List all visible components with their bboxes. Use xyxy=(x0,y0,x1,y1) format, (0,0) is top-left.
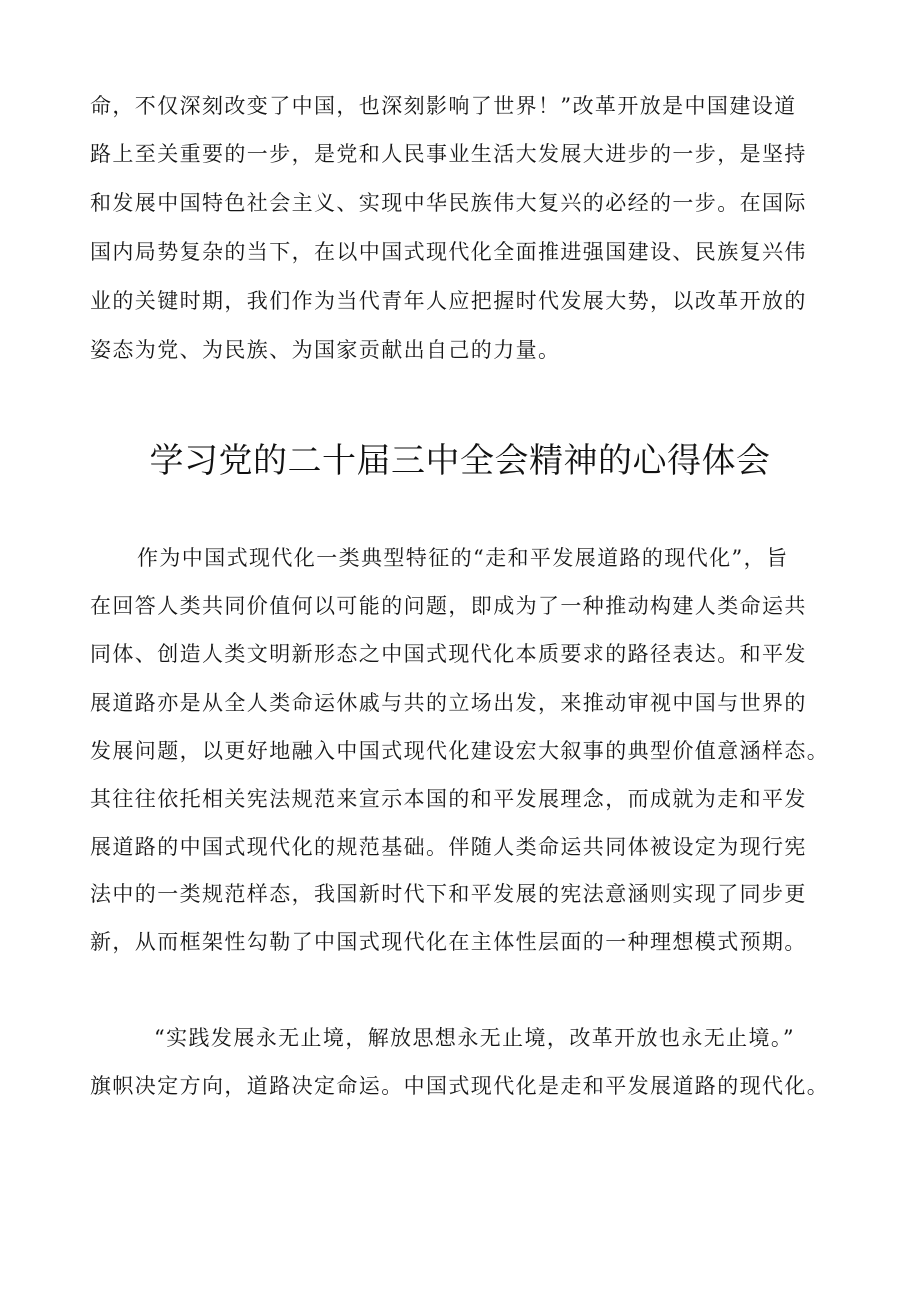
intro-line-6: 姿态为党、为民族、为国家贡献出自己的力量。 xyxy=(90,338,561,362)
intro-line-3: 和发展中国特色社会主义、实现中华民族伟大复兴的必经的一步。在国际 xyxy=(90,191,807,215)
paragraph-2-line-1: “实践发展永无止境，解放思想永无止境，改革开放也永无止境。” xyxy=(154,1026,795,1050)
document-title: 学习党的二十届三中全会精神的心得体会 xyxy=(149,441,771,481)
paragraph-1-line-1: 作为中国式现代化一类典型特征的“走和平发展道路的现代化”，旨 xyxy=(137,546,789,570)
paragraph-1-line-7: 展道路的中国式现代化的规范基础。伴随人类命运共同体被设定为现行宪 xyxy=(90,835,807,859)
paragraph-1-line-3: 同体、创造人类文明新形态之中国式现代化本质要求的路径表达。和平发 xyxy=(90,642,807,666)
paragraph-1-line-9: 新，从而框架性勾勒了中国式现代化在主体性层面的一种理想模式预期。 xyxy=(90,930,807,954)
paragraph-1-line-2: 在回答人类共同价值何以可能的问题，即成为了一种推动构建人类命运共 xyxy=(90,594,807,618)
paragraph-2-line-2: 旗帜决定方向，道路决定命运。中国式现代化是走和平发展道路的现代化。 xyxy=(90,1074,830,1098)
intro-line-2: 路上至关重要的一步，是党和人民事业生活大发展大进步的一步，是坚持 xyxy=(90,142,807,166)
paragraph-1-line-5: 发展问题，以更好地融入中国式现代化建设宏大叙事的典型价值意涵样态。 xyxy=(90,739,830,763)
paragraph-1-line-4: 展道路亦是从全人类命运休戚与共的立场出发，来推动审视中国与世界的 xyxy=(90,691,807,715)
paragraph-1-line-6: 其往往依托相关宪法规范来宣示本国的和平发展理念，而成就为走和平发 xyxy=(90,787,807,811)
intro-line-5: 业的关键时期，我们作为当代青年人应把握时代发展大势，以改革开放的 xyxy=(90,289,807,313)
paragraph-1-line-8: 法中的一类规范样态，我国新时代下和平发展的宪法意涵则实现了同步更 xyxy=(90,882,807,906)
intro-line-4: 国内局势复杂的当下，在以中国式现代化全面推进强国建设、民族复兴伟 xyxy=(90,240,807,264)
intro-line-1: 命，不仅深刻改变了中国，也深刻影响了世界！”改革开放是中国建设道 xyxy=(90,94,797,118)
